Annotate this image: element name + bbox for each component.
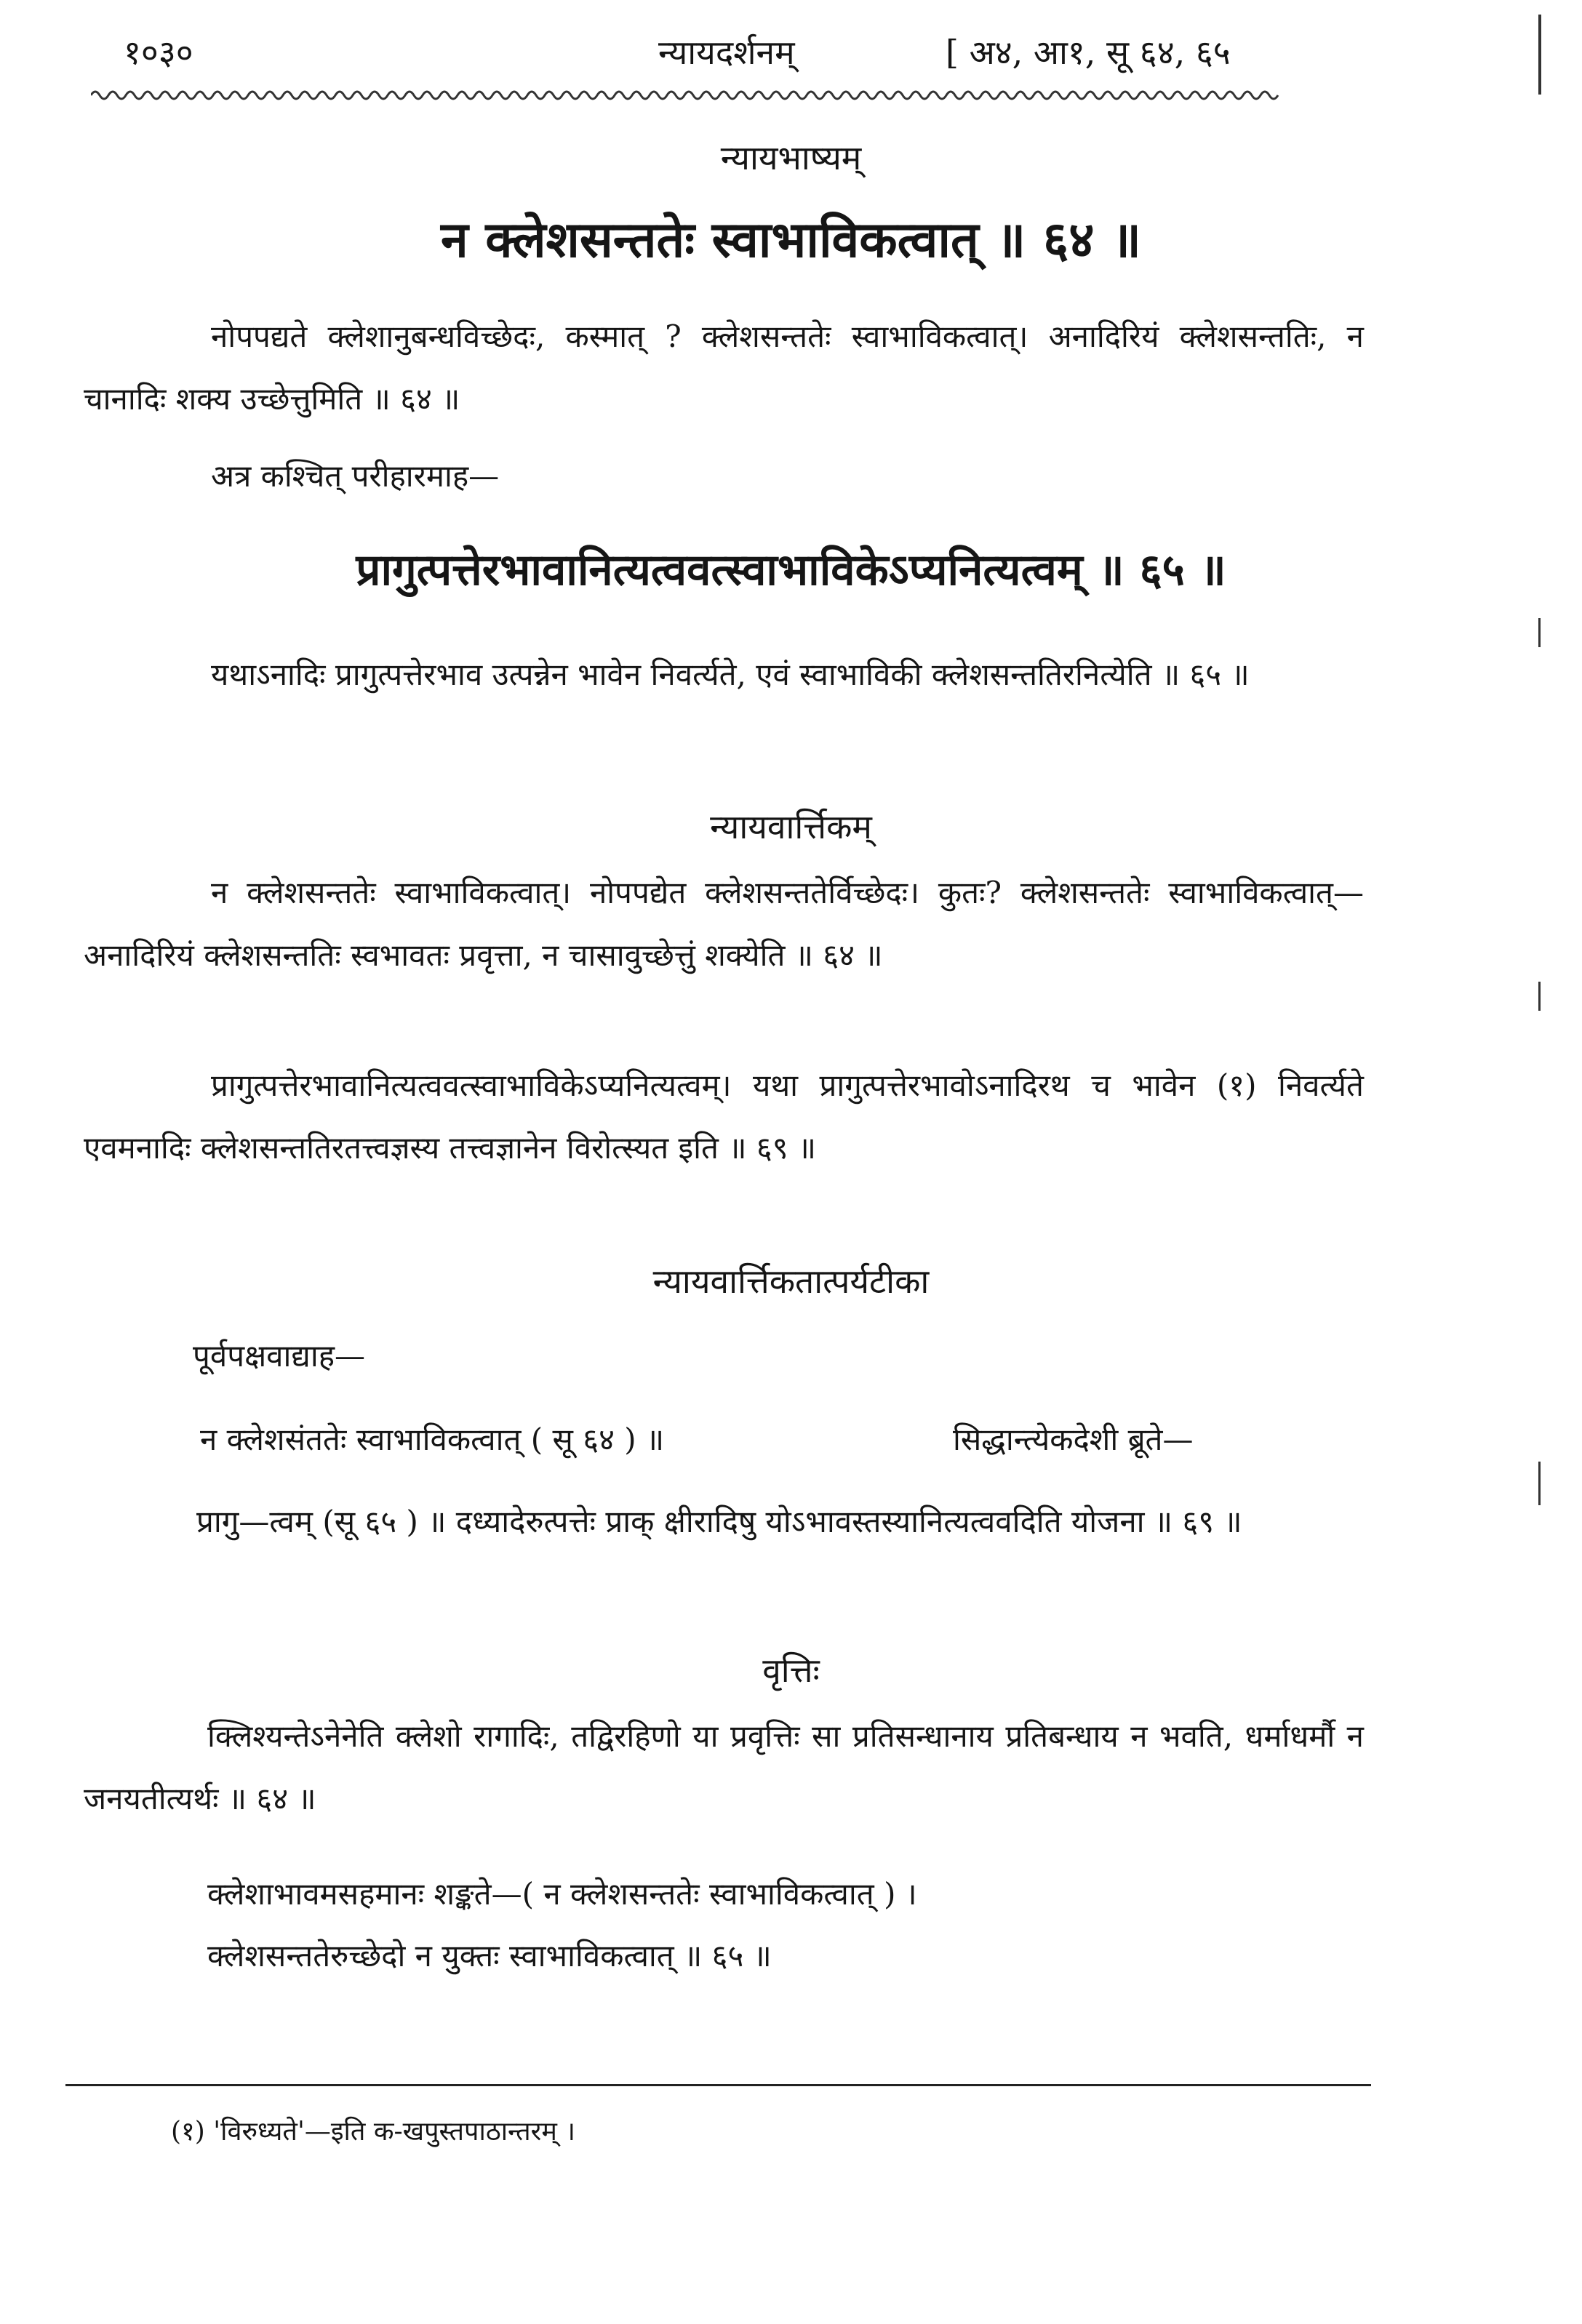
tika-line-2a: न क्लेशसंततेः स्वाभाविकत्वात् ( सू ६४ ) ॥ [200, 1422, 665, 1457]
scan-margin-mark [1538, 1462, 1541, 1505]
section-heading-bhashya: न्यायभाष्यम् [720, 138, 862, 177]
section-heading-tika: न्यायवार्त्तिकतात्पर्यटीका [652, 1262, 930, 1301]
vartika-para-64-text: न क्लेशसन्ततेः स्वाभाविकत्वात्। नोपपद्येत क्लेशसन्ततेर्विच्छेदः। कुतः? क्लेशसन्ततेः स्वाभाविकत्वात्—अनादिरियं क्लेशसन्ततिः स्वभावतः प्रवृत्ता, न चासावुच्छेत्तुं शक्येति ॥ ६४ ॥ [84, 875, 1364, 973]
running-title: न्यायदर्शनम् [658, 33, 795, 72]
bhashya-comment-65-text: यथाऽनादिः प्रागुत्पत्तेरभाव उत्पन्नेन भावेन निवर्त्यते, एवं स्वाभाविकी क्लेशसन्ततिरनित्येति ॥ ६५ ॥ [211, 657, 1250, 692]
bhashya-comment-64 [84, 305, 1364, 430]
vartika-para-65-text: प्रागुत्पत्तेरभावानित्यत्ववत्स्वाभाविकेऽप्यनित्यत्वम्। यथा प्रागुत्पत्तेरभावोऽनादिरथ च भावेन (१) निवर्त्यते एवमनादिः क्लेशसन्ततिरतत्त्वज्ञस्य तत्त्वज्ञानेन विरोत्स्यत इति ॥ ६९ ॥ [84, 1067, 1364, 1166]
wavy-header-rule [91, 86, 1357, 105]
tika-para-3 [84, 1491, 1364, 1553]
tika-line-2b: सिद्धान्त्येकदेशी ब्रूते— [953, 1422, 1194, 1457]
bhashya-comment-65 [84, 644, 1364, 706]
footnote: (१) 'विरुध्यते'—इति क-खपुस्तपाठान्तरम् । [171, 2117, 576, 2147]
scan-margin-mark [1538, 982, 1541, 1011]
page-number: १०३० [124, 33, 193, 72]
vartika-para-64 [84, 862, 1364, 987]
bhashya-comment-64-text: नोपपद्यते क्लेशानुबन्धविच्छेदः, कस्मात् ? क्लेशसन्ततेः स्वाभाविकत्वात्। अनादिरियं क्लेशसन्ततिः, न चानादिः शक्य उच्छेत्तुमिति ॥ ६४ ॥ [84, 318, 1364, 417]
vritti-line-3: क्लेशसन्ततेरुच्छेदो न युक्तः स्वाभाविकत्वात् ॥ ६५ ॥ [207, 1938, 772, 1974]
sutra-64: न क्लेशसन्ततेः स्वाभाविकत्वात् ॥ ६४ ॥ [441, 211, 1141, 269]
bhashya-intro-65: अत्र कश्चित् परीहारमाह— [211, 458, 500, 494]
sutra-65: प्रागुत्पत्तेरभावानित्यत्ववत्स्वाभाविकेऽप्यनित्यत्वम् ॥ ६५ ॥ [356, 545, 1226, 596]
sutra-reference: [ अ४, आ१, सू ६४, ६५ [946, 33, 1231, 72]
tika-para-3-text: प्रागु—त्वम् (सू ६५ ) ॥ दध्यादेरुत्पत्तेः प्राक् क्षीरादिषु योऽभावस्तस्यानित्यत्ववदिति योजना ॥ ६९ ॥ [196, 1504, 1242, 1539]
footnote-rule [65, 2084, 1371, 2086]
vritti-para-1-text: क्लिश्यन्तेऽनेनेति क्लेशो रागादिः, तद्विरहिणो या प्रवृत्तिः सा प्रतिसन्धानाय प्रतिबन्धाय न भवति, धर्माधर्मौ न जनयतीत्यर्थः ॥ ६४ ॥ [84, 1718, 1364, 1816]
vritti-line-2: क्लेशाभावमसहमानः शङ्कते—( न क्लेशसन्ततेः स्वाभाविकत्वात् ) । [207, 1876, 917, 1912]
vritti-para-1 [84, 1705, 1364, 1830]
section-heading-vartika: न्यायवार्त्तिकम् [710, 807, 872, 846]
scan-margin-mark [1538, 618, 1541, 647]
vartika-para-65 [84, 1054, 1364, 1179]
section-heading-vritti: वृत्तिः [762, 1651, 820, 1690]
tika-line-1: पूर्वपक्षवाद्याह— [193, 1338, 366, 1374]
scan-margin-mark [1538, 15, 1541, 95]
